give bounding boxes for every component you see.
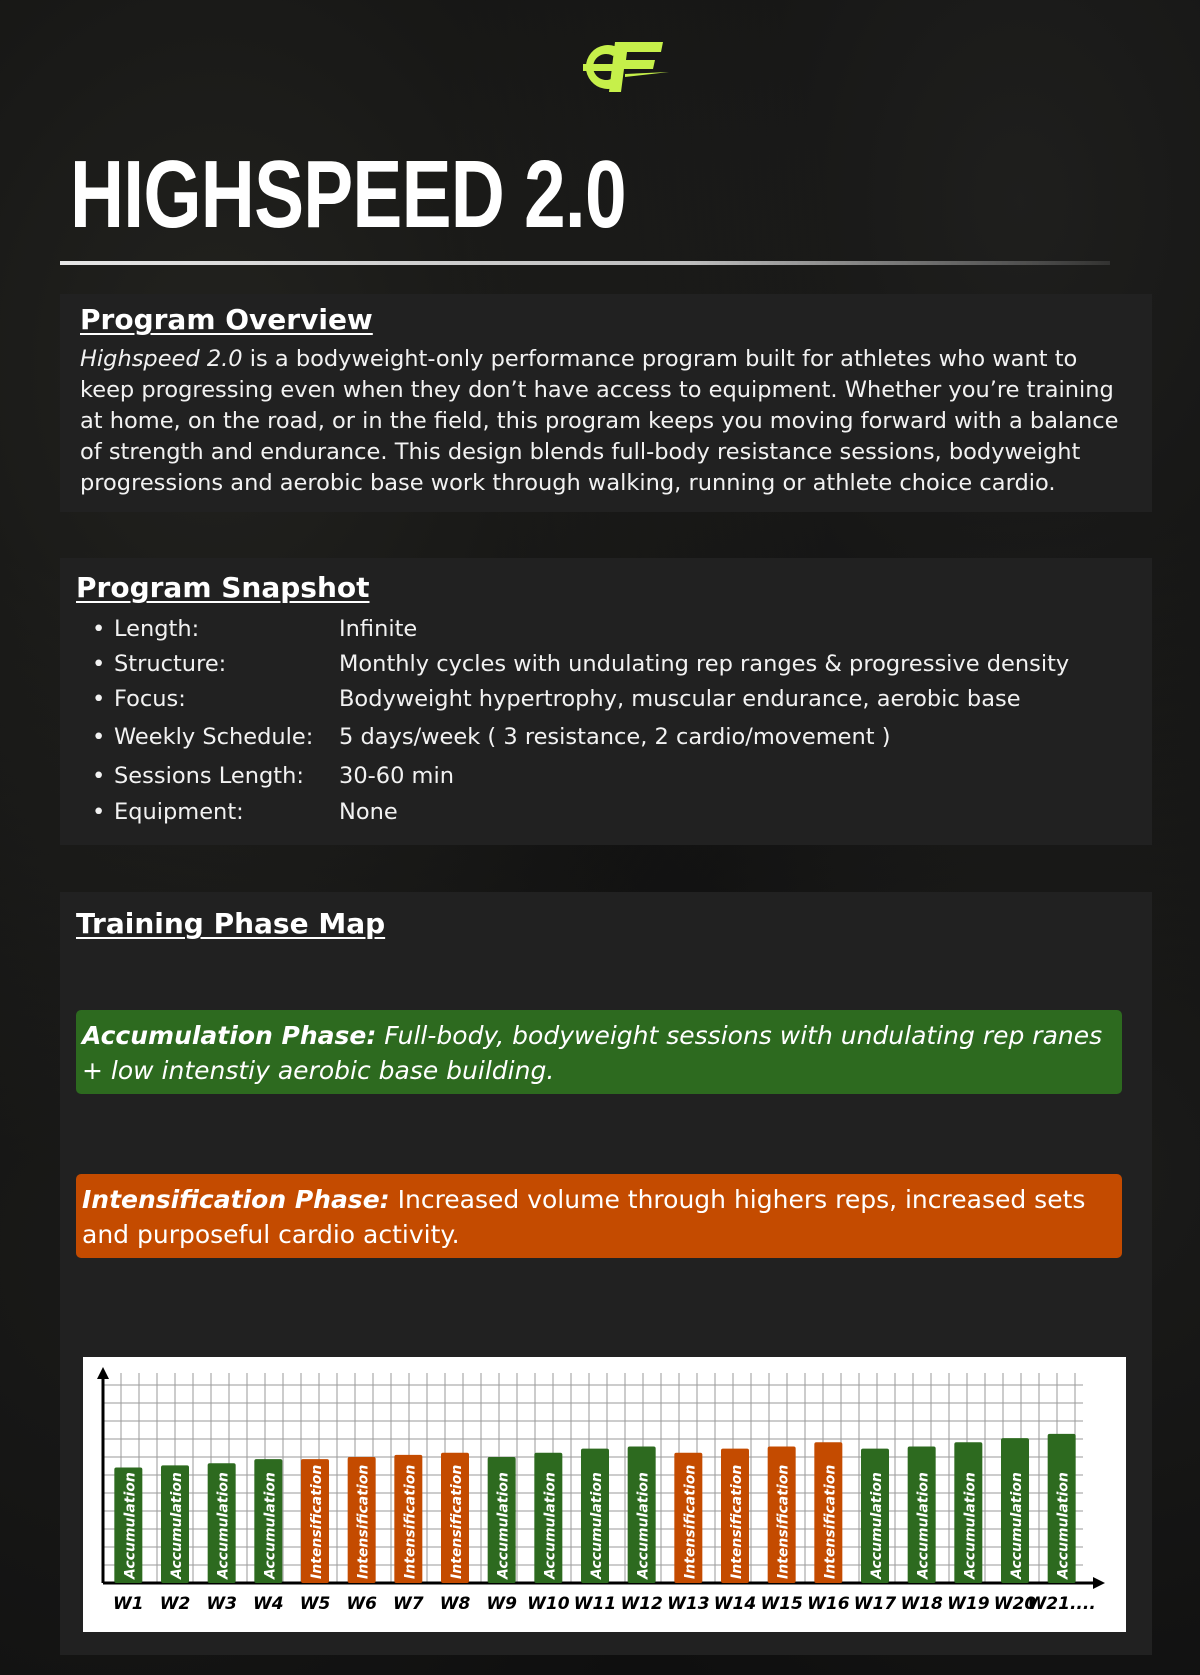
x-tick-label: W6 bbox=[346, 1594, 377, 1614]
snapshot-item-equipment bbox=[76, 795, 1136, 830]
bar-phase-label: Intensification bbox=[682, 1464, 699, 1579]
x-tick-label: W17 bbox=[853, 1594, 897, 1614]
bar-phase-label: Accumulation bbox=[122, 1472, 139, 1579]
program-snapshot-panel bbox=[60, 558, 1152, 845]
snapshot-value: Infinite bbox=[339, 616, 418, 642]
snapshot-label: • Equipment: bbox=[114, 799, 244, 825]
snapshot-value: 5 days/week ( 3 resistance, 2 cardio/movement ) bbox=[339, 724, 891, 750]
snapshot-item-weekly-schedule bbox=[76, 717, 1136, 758]
x-tick-label: W12 bbox=[620, 1594, 663, 1614]
snapshot-value: None bbox=[339, 799, 398, 825]
x-tick-label: W16 bbox=[807, 1594, 850, 1614]
snapshot-value: Bodyweight hypertrophy, muscular endurance, aerobic base bbox=[339, 686, 1021, 712]
bar-phase-label: Accumulation bbox=[635, 1472, 652, 1579]
snapshot-label: • Focus: bbox=[114, 686, 186, 712]
x-tick-label: W5 bbox=[299, 1594, 331, 1614]
bar-phase-label: Accumulation bbox=[215, 1472, 232, 1579]
bar-phase-label: Accumulation bbox=[169, 1472, 185, 1579]
snapshot-value: 30-60 min bbox=[339, 763, 454, 789]
x-tick-label: W15 bbox=[760, 1594, 803, 1614]
intensification-phase-box bbox=[76, 1174, 1122, 1258]
snapshot-label: • Length: bbox=[114, 616, 200, 642]
logo-speed-lines-icon bbox=[625, 72, 669, 77]
x-tick-label: W10 bbox=[527, 1594, 570, 1614]
overview-body: is a bodyweight-only performance program built for athletes who want to keep progressing even when they don’t have access to equipment. Whether you’re training at home, on the road, or in the field, this program keeps you moving forward with a balance of strength and endurance. This design blends full-body resistance sessions, bodyweight progressions and aerobic base work through walking, running or athlete choice cardio. bbox=[80, 346, 1119, 496]
overview-text bbox=[80, 344, 1132, 499]
overview-heading: Program Overview bbox=[80, 303, 373, 336]
phase-chart-svg bbox=[83, 1357, 1126, 1632]
bar-phase-label: Accumulation bbox=[962, 1472, 979, 1579]
accumulation-phase-text: Full-body, bodyweight sessions with undulating rep ranes + low intenstiy aerobic base building. bbox=[82, 1021, 1103, 1085]
bar-phase-label: Accumulation bbox=[589, 1472, 605, 1579]
x-tick-label: W19 bbox=[947, 1594, 990, 1614]
snapshot-item-length bbox=[76, 612, 1136, 647]
bar-phase-label: Intensification bbox=[355, 1464, 372, 1579]
x-tick-label: W21.... bbox=[1027, 1594, 1096, 1614]
bar-phase-label: Intensification bbox=[822, 1464, 839, 1579]
bar-phase-label: Intensification bbox=[449, 1464, 465, 1579]
accumulation-phase-label: Accumulation Phase: bbox=[82, 1021, 377, 1050]
program-overview-panel bbox=[60, 294, 1152, 512]
x-tick-label: W3 bbox=[206, 1594, 237, 1614]
page-title: HIGHSPEED 2.0 bbox=[70, 141, 626, 248]
x-tick-label: W14 bbox=[713, 1594, 757, 1614]
bar-phase-label: Accumulation bbox=[495, 1472, 512, 1579]
x-tick-label: W1 bbox=[113, 1594, 144, 1614]
overview-program-name: Highspeed 2.0 bbox=[80, 346, 243, 372]
x-tick-label: W9 bbox=[486, 1594, 517, 1614]
logo bbox=[575, 36, 670, 98]
bar-phase-label: Accumulation bbox=[915, 1472, 932, 1579]
phase-map-heading: Training Phase Map bbox=[76, 907, 386, 940]
bar-phase-label: Intensification bbox=[775, 1464, 792, 1579]
logo-f-icon bbox=[609, 42, 663, 92]
intensification-phase-text: Increased volume through highers reps, increased sets and purposeful cardio activity. bbox=[82, 1185, 1086, 1249]
bar-phase-label: Accumulation bbox=[262, 1472, 279, 1579]
bar-phase-label: Accumulation bbox=[869, 1472, 885, 1579]
bar-phase-label: Intensification bbox=[309, 1464, 325, 1579]
accumulation-phase-box bbox=[76, 1010, 1122, 1094]
x-tick-label: W4 bbox=[253, 1594, 284, 1614]
x-tick-label: W18 bbox=[900, 1594, 943, 1614]
y-axis-arrow-icon bbox=[97, 1367, 109, 1379]
intensification-phase-label: Intensification Phase: bbox=[82, 1185, 390, 1214]
snapshot-item-focus bbox=[76, 682, 1136, 717]
phase-chart bbox=[83, 1357, 1126, 1632]
snapshot-label: • Structure: bbox=[114, 651, 227, 677]
snapshot-item-session-length bbox=[76, 758, 1136, 795]
title-divider bbox=[60, 261, 1110, 265]
bar-phase-label: Accumulation bbox=[1009, 1472, 1025, 1579]
snapshot-label: • Sessions Length: bbox=[114, 763, 304, 789]
x-tick-label: W11 bbox=[573, 1594, 617, 1614]
snapshot-item-structure bbox=[76, 647, 1136, 682]
x-tick-label: W20 bbox=[993, 1594, 1037, 1614]
training-phase-map-panel bbox=[60, 892, 1152, 1655]
x-tick-label: W13 bbox=[667, 1594, 710, 1614]
x-axis-arrow-icon bbox=[1093, 1577, 1105, 1589]
snapshot-value: Monthly cycles with undulating rep ranges & progressive density bbox=[339, 651, 1070, 677]
x-tick-label: W8 bbox=[439, 1594, 471, 1614]
bar-phase-label: Intensification bbox=[402, 1464, 419, 1579]
x-tick-label: W2 bbox=[159, 1594, 191, 1614]
snapshot-label: • Weekly Schedule: bbox=[114, 724, 314, 750]
snapshot-list bbox=[76, 612, 1136, 830]
bar-phase-label: Accumulation bbox=[542, 1472, 559, 1579]
bar-phase-label: Intensification bbox=[729, 1464, 745, 1579]
x-tick-label: W7 bbox=[393, 1594, 424, 1614]
snapshot-heading: Program Snapshot bbox=[76, 571, 370, 604]
bar-phase-label: Accumulation bbox=[1055, 1472, 1072, 1579]
